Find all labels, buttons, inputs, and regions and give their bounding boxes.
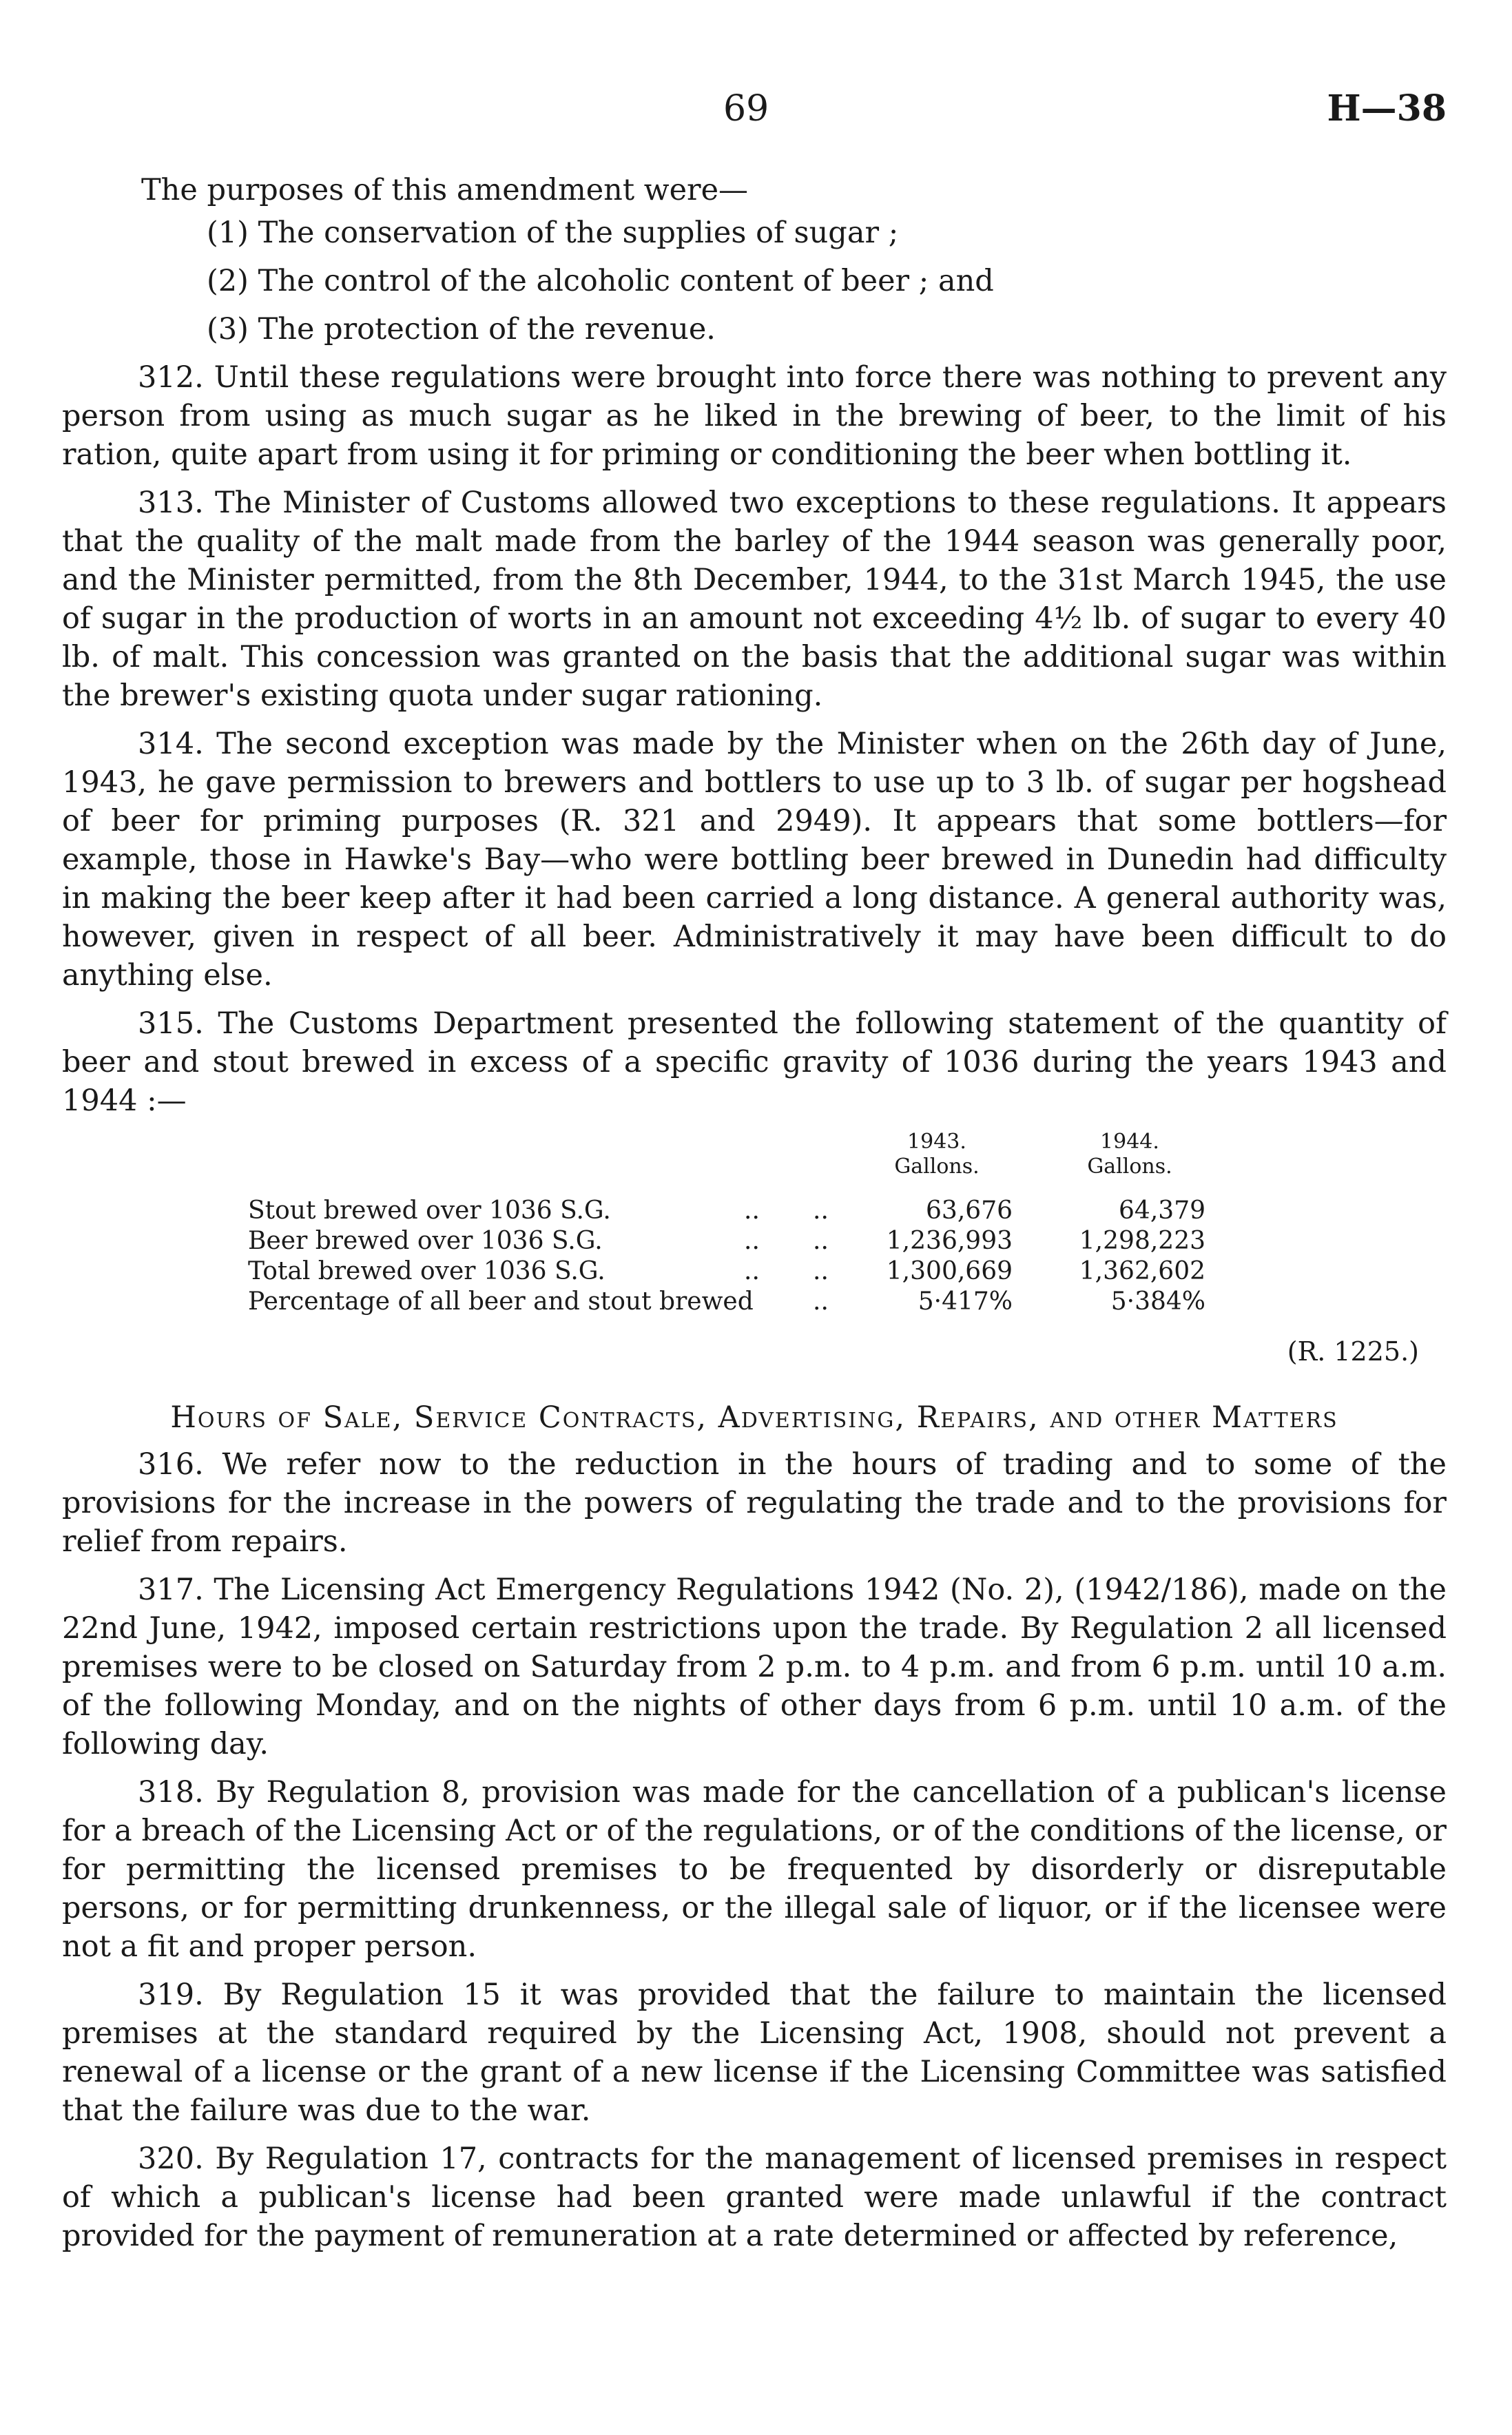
column-year: 1943. — [907, 1130, 966, 1154]
dot-leader: .. — [813, 1196, 829, 1225]
table-source-reference: (R. 1225.) — [1287, 1336, 1419, 1367]
paragraph-320: 320. By Regulation 17, contracts for the management of licensed premises in respect of which a publican's license had been granted were made unlawful if the contract provided for the payment of remuneration at a rate determined or affected by reference, — [62, 2142, 1447, 2253]
value-1944: 5·384% — [1110, 1287, 1205, 1316]
section-heading: Hours of Sale, Service Contracts, Advertising, Repairs, and other Matters — [170, 1400, 1338, 1435]
row-label: Percentage of all beer and stout brewed — [248, 1287, 754, 1316]
dot-leader: .. — [744, 1227, 760, 1255]
column-header-1943 — [854, 1130, 1019, 1179]
column-header-1944 — [1047, 1130, 1212, 1179]
row-label: Stout brewed over 1036 S.G. — [248, 1196, 611, 1225]
column-year: 1944. — [1100, 1130, 1159, 1154]
paragraph-316: 316. We refer now to the reduction in the hours of trading and to some of the provisions for the increase in the powers of regulating the trade and to the provisions for relief from repairs. — [62, 1447, 1447, 1559]
paragraph-313: 313. The Minister of Customs allowed two exceptions to these regulations. It appears that the quality of the malt made from the barley of the 1944 season was generally poor, and the Minister permitted, from the 8th December, 1944, to the 31st March 1945, the use of sugar in the production of worts in an amount not exceeding 4½ lb. of sugar to every 40 lb. of malt. This concession was granted on the basis that the additional sugar was within the brewer's existing quota under sugar rationing. — [62, 486, 1447, 713]
table-row — [248, 1196, 1350, 1226]
document-reference: H—38 — [1327, 87, 1447, 129]
table-row — [248, 1256, 1350, 1287]
page-body — [62, 171, 1447, 2265]
value-1943: 63,676 — [926, 1196, 1013, 1225]
value-1944: 64,379 — [1119, 1196, 1205, 1225]
value-1944: 1,362,602 — [1079, 1257, 1205, 1285]
column-unit: Gallons. — [1087, 1154, 1172, 1179]
dot-leader: .. — [813, 1287, 829, 1316]
row-label: Total brewed over 1036 S.G. — [248, 1257, 605, 1285]
column-unit: Gallons. — [894, 1154, 980, 1179]
dot-leader: .. — [813, 1257, 829, 1285]
row-label: Beer brewed over 1036 S.G. — [248, 1227, 603, 1255]
purposes-list — [62, 214, 1447, 349]
purpose-item: (1) The conservation of the supplies of sugar ; — [207, 216, 899, 250]
paragraph-317: 317. The Licensing Act Emergency Regulations 1942 (No. 2), (1942/186), made on the 22nd June, 1942, imposed certain restrictions upon the trade. By Regulation 2 all licensed premises were to be closed on Saturday from 2 p.m. to 4 p.m. and from 6 p.m. until 10 a.m. of the following Monday, and on the nights of other days from 6 p.m. until 10 a.m. of the following day. — [62, 1573, 1447, 1761]
value-1943: 1,300,669 — [886, 1257, 1013, 1285]
table-row — [248, 1226, 1350, 1256]
paragraph-314: 314. The second exception was made by the Minister when on the 26th day of June, 1943, he gave permission to brewers and bottlers to use up to 3 lb. of sugar per hogshead of beer for priming purposes (R. 321 and 2949). It appears that some bottlers—for example, those in Hawke's Bay—who were bottling beer brewed in Dunedin had difficulty in making the beer keep after it had been carried a long distance. A general authority was, however, given in respect of all beer. Administratively it may have been difficult to do anything else. — [62, 727, 1447, 993]
paragraph-318: 318. By Regulation 8, provision was made for the cancellation of a publican's license for a breach of the Licensing Act or of the regulations, or of the conditions of the license, or for permitting the licensed premises to be frequented by disorderly or disreputable persons, or for permitting drunkenness, or the illegal sale of liquor, or if the licensee were not a fit and proper person. — [62, 1775, 1447, 1964]
purpose-item: (3) The protection of the revenue. — [207, 312, 716, 346]
paragraph-319: 319. By Regulation 15 it was provided that the failure to maintain the licensed premises at the standard required by the Licensing Act, 1908, should not prevent a renewal of a license or the grant of a new license if the Licensing Committee was satisfied that the failure was due to the war. — [62, 1978, 1447, 2128]
value-1944: 1,298,223 — [1079, 1227, 1205, 1255]
value-1943: 1,236,993 — [886, 1227, 1013, 1255]
dot-leader: .. — [744, 1257, 760, 1285]
purposes-intro: The purposes of this amendment were— — [141, 173, 749, 207]
gravity-statistics-table — [62, 1130, 1447, 1385]
value-1943: 5·417% — [918, 1287, 1013, 1316]
page-header — [0, 81, 1512, 136]
purpose-item: (2) The control of the alcoholic content of beer ; and — [207, 264, 994, 298]
page-number: 69 — [723, 88, 769, 129]
paragraph-312: 312. Until these regulations were brought into force there was nothing to prevent any person from using as much sugar as he liked in the brewing of beer, to the limit of his ration, quite apart from using it for priming or conditioning the beer when bottling it. — [62, 360, 1447, 472]
dot-leader: .. — [813, 1227, 829, 1255]
table-row — [248, 1287, 1350, 1317]
dot-leader: .. — [744, 1196, 760, 1225]
paragraph-315: 315. The Customs Department presented the following statement of the quantity of beer and stout brewed in excess of a specific gravity of 1036 during the years 1943 and 1944 :— — [62, 1006, 1447, 1118]
